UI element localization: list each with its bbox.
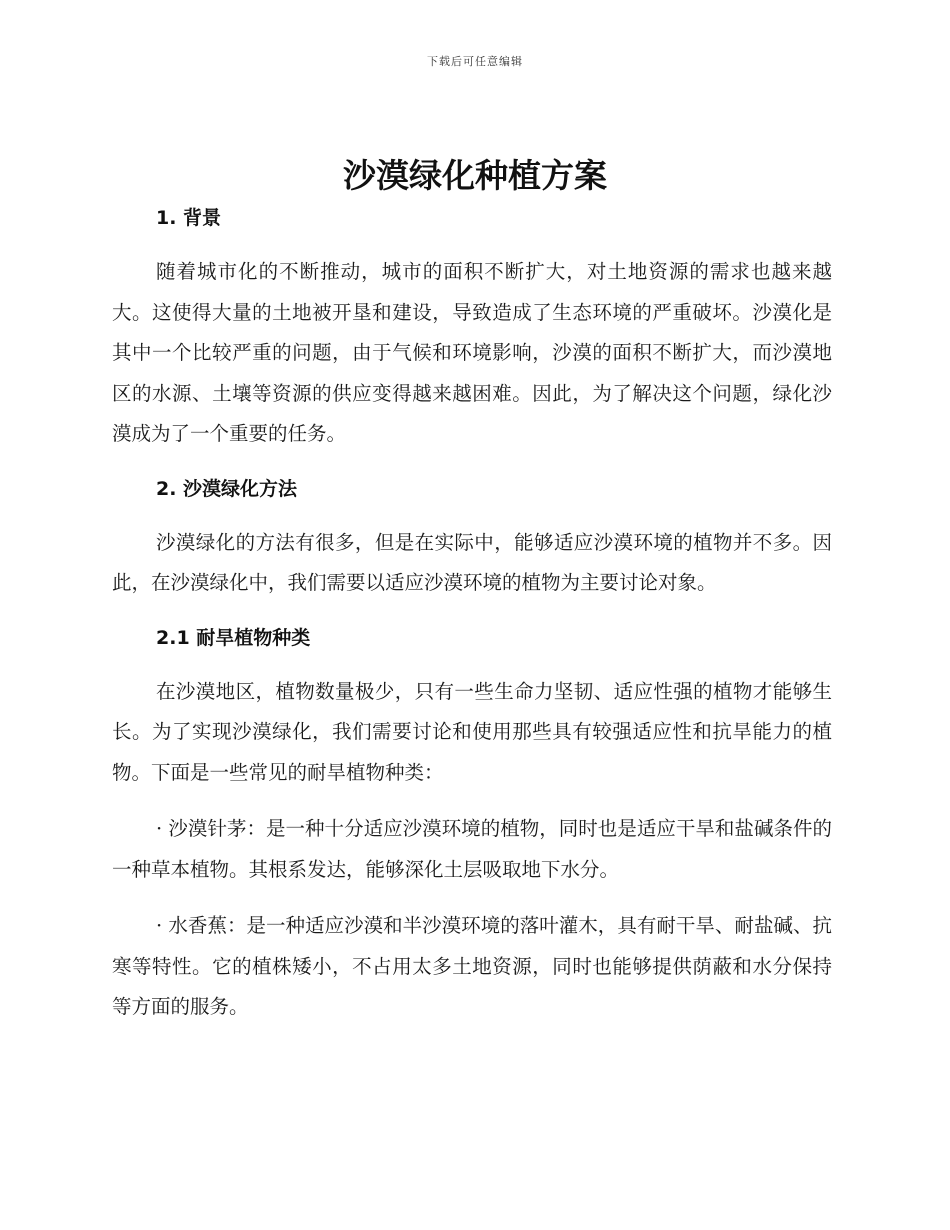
list-item-desert-needlegrass: · 沙漠针茅：是一种十分适应沙漠环境的植物，同时也是适应干旱和盐碱条件的一种草本植物。其根系发达，能够深化土层吸取地下水分。 xyxy=(112,817,832,881)
paragraph-drought-plants: 在沙漠地区，植物数量极少，只有一些生命力坚韧、适应性强的植物才能够生长。为了实现沙漠绿化，我们需要讨论和使用那些具有较强适应性和抗旱能力的植物。下面是一些常见的耐旱植物种类： xyxy=(112,679,832,784)
paragraph-methods: 沙漠绿化的方法有很多，但是在实际中，能够适应沙漠环境的植物并不多。因此，在沙漠绿化中，我们需要以适应沙漠环境的植物为主要讨论对象。 xyxy=(112,530,832,594)
section-heading-methods: 2. 沙漠绿化方法 xyxy=(156,477,298,500)
section-heading-background: 1. 背景 xyxy=(156,207,222,229)
section-heading-drought-plants: 2.1 耐旱植物种类 xyxy=(156,626,311,649)
document-body xyxy=(112,204,832,1044)
list-item-water-banana: · 水香蕉：是一种适应沙漠和半沙漠环境的落叶灌木，具有耐干旱、耐盐碱、抗寒等特性。它的植株矮小，不占用太多土地资源，同时也能够提供荫蔽和水分保持等方面的服务。 xyxy=(112,914,832,1018)
page-header-note: 下载后可任意编辑 xyxy=(427,55,523,68)
document-title: 沙漠绿化种植方案 xyxy=(343,156,607,195)
paragraph-background: 随着城市化的不断推动，城市的面积不断扩大，对土地资源的需求也越来越大。这使得大量的土地被开垦和建设，导致造成了生态环境的严重破坏。沙漠化是其中一个比较严重的问题，由于气候和环境影响，沙漠的面积不断扩大，而沙漠地区的水源、土壤等资源的供应变得越来越困难。因此，为了解决这个问题，绿化沙漠成为了一个重要的任务。 xyxy=(112,260,832,445)
